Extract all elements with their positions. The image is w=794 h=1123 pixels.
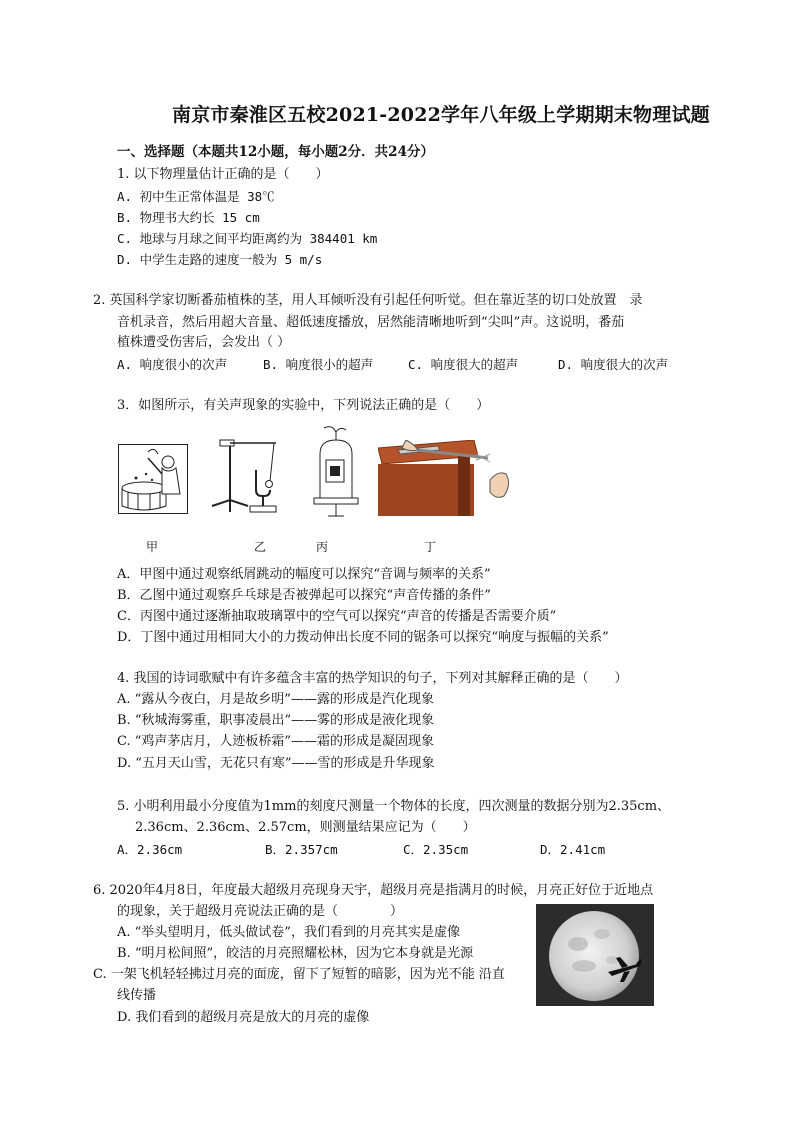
q4-stem: 4. 我国的诗词歌赋中有许多蕴含丰富的热学知识的句子，下列对其解释正确的是（ ）	[117, 671, 628, 686]
q3-option-a: A．甲图中通过观察纸屑跳动的幅度可以探究“音调与频率的关系”	[117, 567, 491, 582]
moon-photo	[536, 904, 654, 1006]
q2-stem-line3: 植株遭受伤害后，会发出（ ）	[117, 335, 291, 350]
q6-option-c-line2: 线传播	[117, 988, 157, 1003]
q6-option-b: B. “明月松间照”，皎洁的月亮照耀松林，因为它本身就是光源	[117, 946, 474, 961]
q2-option-c: C. 响度很大的超声	[408, 357, 519, 372]
q2-stem-line2: 音机录音，然后用超大音量、超低速度播放，居然能清晰地听到“尖叫”声。这说明，番茄	[117, 315, 625, 330]
q2-option-d: D. 响度很大的次声	[558, 357, 669, 372]
q1-stem: 1. 以下物理量估计正确的是（ ）	[117, 167, 329, 182]
q6-stem-line2: 的现象，关于超级月亮说法正确的是（ ）	[117, 904, 404, 919]
section-heading: 一、选择题（本题共12小题，每小题2分．共24分）	[117, 144, 434, 160]
figure-jia	[118, 444, 188, 514]
q5-option-b: B．2.357cm	[265, 842, 338, 857]
figure-yi	[206, 436, 294, 516]
q1-option-a: A. 初中生正常体温是 38℃	[117, 189, 275, 204]
figure-label-yi: 乙	[254, 540, 267, 554]
q3-stem: 3．如图所示，有关声现象的实验中，下列说法正确的是（ ）	[117, 398, 490, 413]
q5-option-d: D．2.41cm	[540, 842, 606, 857]
figure-bing	[310, 424, 362, 520]
q6-option-c-line1: C. 一架飞机轻轻拂过月亮的面庞，留下了短暂的暗影，因为光不能 沿直	[93, 967, 505, 982]
q6-option-a: A. “举头望明月，低头做试卷”，我们看到的月亮其实是虚像	[117, 925, 460, 940]
figure-ding	[378, 440, 518, 516]
q1-option-b: B. 物理书大约长 15 cm	[117, 210, 260, 225]
q2-option-a: A. 响度很小的次声	[117, 357, 228, 372]
q4-option-b: B. “秋城海雾重，职事凌晨出”——雾的形成是液化现象	[117, 713, 435, 728]
q5-stem-line2: 2.36cm、2.36cm、2.57cm，则测量结果应记为（ ）	[135, 820, 476, 835]
q6-stem-line1: 6. 2020年4月8日，年度最大超级月亮现身天宇，超级月亮是指满月的时候，月亮正好位于近地点	[93, 883, 654, 898]
q6-option-d: D. 我们看到的超级月亮是放大的月亮的虚像	[117, 1010, 370, 1025]
q5-option-c: C．2.35cm	[403, 842, 469, 857]
q3-option-b: B．乙图中通过观察乒乓球是否被弹起可以探究“声音传播的条件”	[117, 588, 491, 603]
q1-option-d: D. 中学生走路的速度一般为 5 m/s	[117, 252, 323, 267]
q4-option-a: A. “露从今夜白，月是故乡明”——露的形成是汽化现象	[117, 692, 434, 707]
exam-title: 南京市秦淮区五校2021-2022学年八年级上学期期末物理试题	[172, 104, 710, 126]
q5-option-a: A．2.36cm	[117, 842, 183, 857]
q1-option-c: C. 地球与月球之间平均距离约为 384401 km	[117, 231, 378, 246]
q5-stem-line1: 5. 小明利用最小分度值为1mm的刻度尺测量一个物体的长度，四次测量的数据分别为2.35cm、	[117, 799, 671, 814]
q2-stem-line1: 2. 英国科学家切断番茄植株的茎，用人耳倾听没有引起任何听觉。但在靠近茎的切口处放置 录	[93, 293, 643, 308]
figure-label-ding: 丁	[424, 540, 437, 554]
figure-label-jia: 甲	[146, 540, 159, 554]
q4-option-d: D. “五月天山雪，无花只有寒”——雪的形成是升华现象	[117, 756, 435, 771]
q3-option-d: D．丁图中通过用相同大小的力拨动伸出长度不同的锯条可以探究“响度与振幅的关系”	[117, 630, 609, 645]
q4-option-c: C. “鸡声茅店月，人迹板桥霜”——霜的形成是凝固现象	[117, 734, 435, 749]
figure-label-bing: 丙	[316, 540, 329, 554]
q2-option-b: B. 响度很小的超声	[263, 357, 374, 372]
q3-option-c: C．丙图中通过逐渐抽取玻璃罩中的空气可以探究“声音的传播是否需要介质”	[117, 609, 557, 624]
